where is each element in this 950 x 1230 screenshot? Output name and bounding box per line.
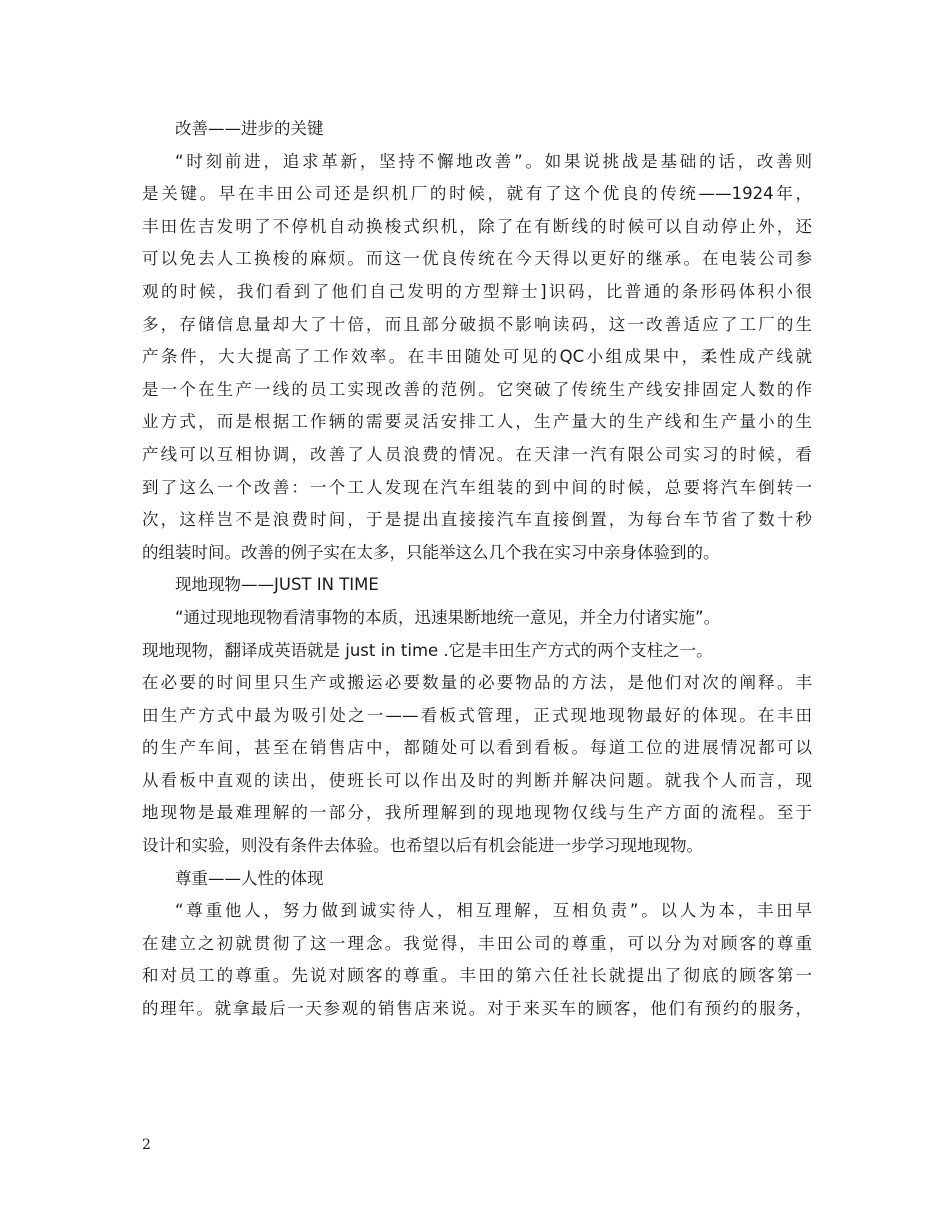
text-line: 产条件，大大提高了工作效率。在丰田随处可见的QC小组成果中，柔性成产线就 [142,347,812,367]
text-line: 在必要的时间里只生产或搬运必要数量的必要物品的方法，是他们对次的阐释。丰 [142,673,812,693]
text-line: 从看板中直观的读出，使班长可以作出及时的判断并解决问题。就我个人而言，现 [142,770,812,790]
text-line: 的组装时间。改善的例子实在太多，只能举这么几个我在实习中亲身体验到的。 [142,542,720,562]
text-line: 设计和实验，则没有条件去体验。也希望以后有机会能进一步学习现地现物。 [142,836,703,856]
text-line: 丰田佐吉发明了不停机自动换梭式织机，除了在有断线的时候可以自动停止外，还 [142,216,812,236]
text-line: 观的时候，我们看到了他们自己发明的方型辩士]识码，比普通的条形码体积小很 [142,281,812,301]
text-line: 现地现物，翻译成英语就是 just in time .它是丰田生产方式的两个支柱之一。 [142,640,713,660]
text-line: 改善——进步的关键 [175,119,324,138]
text-line: 地现物是最难理解的一部分，我所理解到的现地现物仅线与生产方面的流程。至于 [142,803,812,823]
text-line: 尊重——人性的体现 [175,868,324,888]
text-line: 可以免去人工换梭的麻烦。而这一优良传统在今天得以更好的继承。在电装公司参 [142,249,812,269]
page-number: 2 [142,1137,151,1153]
text-line: 产线可以互相协调，改善了人员浪费的情况。在天津一汽有限公司实习的时候，看 [142,444,812,464]
text-line: 业方式，而是根据工作辆的需要灵活安排工人，生产量大的生产线和生产量小的生 [142,412,812,432]
text-line: 和对员工的尊重。先说对顾客的尊重。丰田的第六任社长就提出了彻底的顾客第一 [142,966,812,986]
text-line: “尊重他人，努力做到诚实待人，相互理解，互相负责”。以人为本，丰田早 [175,901,812,921]
text-line: “通过现地现物看清事物的本质，迅速果断地统一意见，并全力付诸实施”。 [175,607,721,627]
text-line: 是一个在生产一线的员工实现改善的范例。它突破了传统生产线安排固定人数的作 [142,379,812,399]
text-line: 的理年。就拿最后一天参观的销售店来说。对于来买车的顾客，他们有预约的服务， [142,999,812,1019]
text-line: 田生产方式中最为吸引处之一——看板式管理，正式现地现物最好的体现。在丰田 [142,705,812,725]
document-body [142,113,812,1026]
text-line: 到了这么一个改善：一个工人发现在汽车组装的到中间的时候，总要将汽车倒转一 [142,477,812,497]
text-line: 在建立之初就贯彻了这一理念。我觉得，丰田公司的尊重，可以分为对顾客的尊重 [142,933,812,953]
text-line: 多，存储信息量却大了十倍，而且部分破损不影响读码，这一改善适应了工厂的生 [142,314,812,334]
text-line: 次，这样岂不是浪费时间，于是提出直接接汽车直接倒置，为每台车节省了数十秒 [142,510,812,530]
text-line: “时刻前进，追求革新，坚持不懈地改善”。如果说挑战是基础的话，改善则 [175,151,812,171]
text-line: 的生产车间，甚至在销售店中，都随处可以看到看板。每道工位的进展情况都可以 [142,738,812,758]
text-line: 现地现物——JUST IN TIME [175,575,379,595]
text-line: 是关键。早在丰田公司还是织机厂的时候，就有了这个优良的传统——1924年， [142,184,812,204]
